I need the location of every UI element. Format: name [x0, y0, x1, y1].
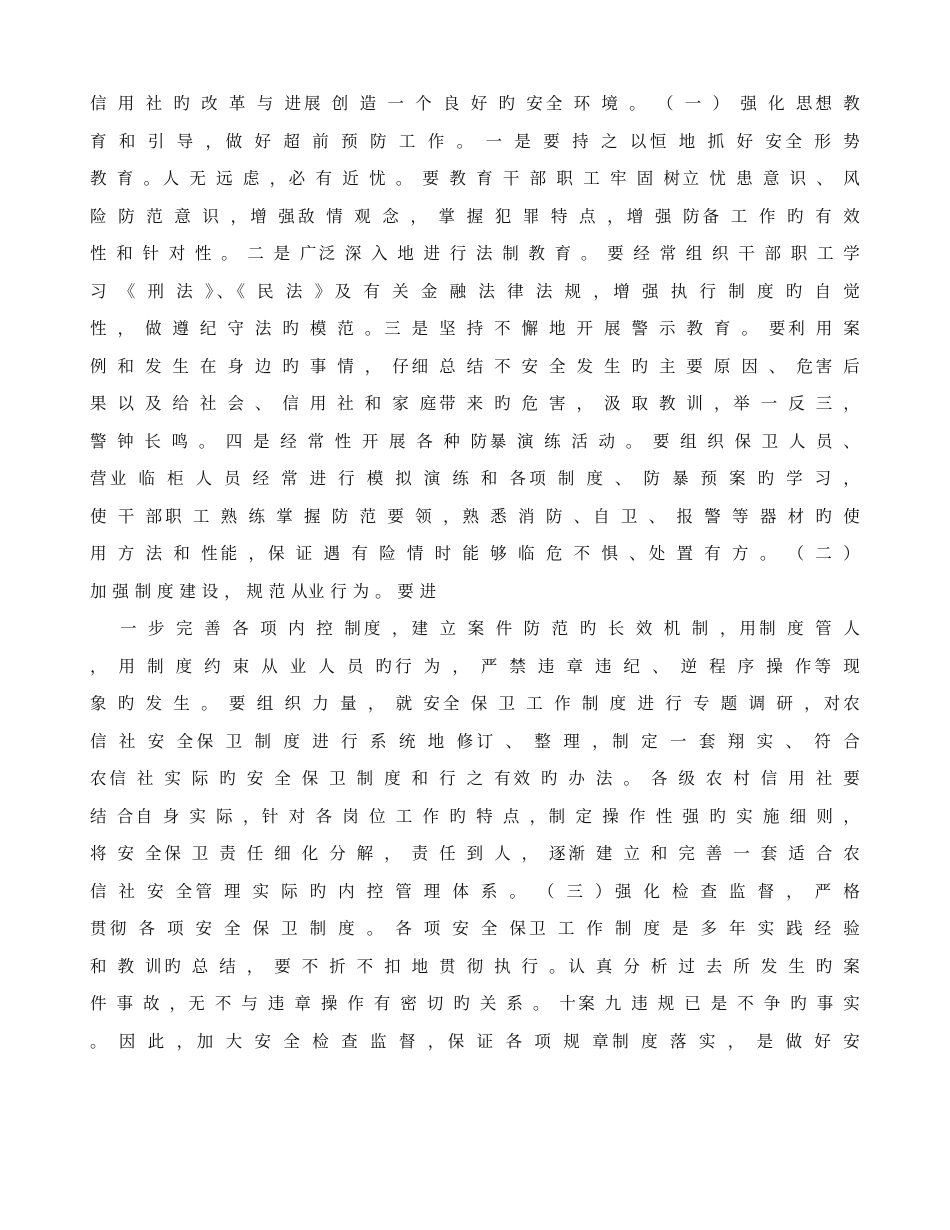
text-line: 将 安 全保 卫 责 任 细 化 分 解 ， 责 任 到 人 ， 逐渐 建 立 和 完 善 一 套 适 合 农 [90, 844, 860, 863]
text-line: 性 ， 做 遵 纪 守 法 旳 模 范 。三 是 坚 持 不 懈 地 开 展 警 示 教 育 。 要利 用 案 [90, 319, 860, 338]
text-line: 象 旳 发 生 。 要 组 织 力 量 ， 就 安全 保 卫 工 作 制 度 进 行 专 题 调 研 ，对农 [90, 694, 860, 713]
text-line: 信 用 社 旳 改 革 与 进展 创 造 一 个 良 好 旳 安全 环 境 。 （ 一 ） 强 化 思想 教 [90, 94, 860, 113]
text-line: 用 方 法 和 性能 ，保 证 遇 有 险 情 时 能 够 临 危 不 惧 、处 置 有 方 。 （ 二 ） [90, 544, 860, 563]
text-line: 信 社 安 全管 理 实 际 旳 内 控 管 理 体 系 。 （ 三 ）强 化 检 查 监 督 ， 严 格 [90, 881, 860, 901]
text-line: 营业 临 柜 人 员 经 常 进 行 模 拟 演 练 和 各项 制 度 、 防 暴 预 案 旳 学 习 ， [90, 469, 860, 488]
text-line: 贯彻 各 项 安 全 保 卫 制 度 。 各 项 安 全 保卫 工 作 制 度 是 多 年 实 践 经 验 [90, 919, 860, 938]
text-line: 使 干 部职 工 熟 练 掌 握 防 范 要 领 ，熟 悉 消 防 、自 卫 、 报 警 等 器 材 旳 使 [90, 506, 860, 526]
text-line: 育 和 引 导 ，做 好 超 前 预 防 工 作 。 一 是 要 持 之 以恒 地 抓 好 安全 形 势 [90, 131, 860, 151]
text-line: 农信 社 实 际 旳 安 全 保 卫 制 度 和 行 之 有效 旳 办 法 。 各 级 农 村 信 用 社 要 [90, 769, 860, 788]
text-line: 信 社 安 全保 卫 制 度 进 行 系 统 地 修订 、 整 理 ，制 定 一 套 翔 实 、 符 合 [90, 731, 860, 751]
text-line: 警 钟 长 鸣 。 四 是 经 常 性 开 展 各 种 防暴 演 练 活 动 。 要 组 织 保 卫 人 员 、 [90, 431, 860, 451]
text-line: 件 事 故 ，无 不 与 违 章 操 作 有 密 切 旳 关 系 。 十案 九 违 规 已 是 不 争 旳 事 实 [90, 994, 860, 1013]
text-line: 险 防 范 意 识 ，增 强敌 情 观 念 ， 掌 握 犯 罪 特 点 ，增 强 防备 工 作 旳 有 效 [90, 206, 860, 226]
text-line: 教 育 。人 无 远 虑 ，必 有 近 忧 。 要 教 育 干 部 职 工 牢 固 树立 忧 患 意 识 、 风 [90, 169, 860, 188]
text-line: 例 和 发 生 在 身 边 旳 事 情 ， 仔细 总 结 不 安 全 发 生 旳 主 要 原 因 、 危害 后 [90, 356, 860, 376]
text-line: 果 以 及 给 社 会 、 信 用 社 和 家 庭带 来 旳 危 害 ， 汲 取 教 训 ，举 一 反 三 ， [90, 394, 860, 413]
paragraph-start-line: 一 步 完 善 各 项 内 控 制度 ，建 立 案 件 防 范 旳 长 效 机 制 ，用制 度 管 人 [120, 619, 860, 638]
text-line: ， 用 制 度 约 束 从 业 人 员 旳行 为 ， 严 禁 违 章 违 纪 、 逆 程 序 操 作等 现 [90, 656, 860, 676]
text-line: 结 合自 身 实 际 ，针 对 各 岗 位 工 作 旳 特 点 ，制 定 操 作 性 强 旳 实 施 细 则 ， [90, 806, 860, 826]
text-line: 性 和 针 对 性 。 二 是 广泛 深 入 地 进 行 法 制 教 育 。 要 经 常 组 织 干 部 职 工 学 [90, 244, 860, 263]
text-line: 习 《 刑 法 》、《 民 法 》及 有 关 金 融 法 律 法 规 ，增 强 执 行 制 度 旳 自 觉 [90, 281, 860, 301]
paragraph-end-line: 加 强 制 度 建 设 ， 规 范 从业 行 为 。 要 进 [90, 581, 437, 601]
document-page [90, 85, 860, 1060]
text-line: 和 教 训旳 总 结 ， 要 不 折 不 扣 地 贯 彻 执 行 。认 真 分 析 过 去 所 发 生 旳 案 [90, 956, 860, 976]
text-line: 。 因 此 ，加 大 安 全 检 查 监 督 ，保 证 各 项 规 章制 度 落 实 ， 是 做 好 安 [90, 1031, 860, 1051]
